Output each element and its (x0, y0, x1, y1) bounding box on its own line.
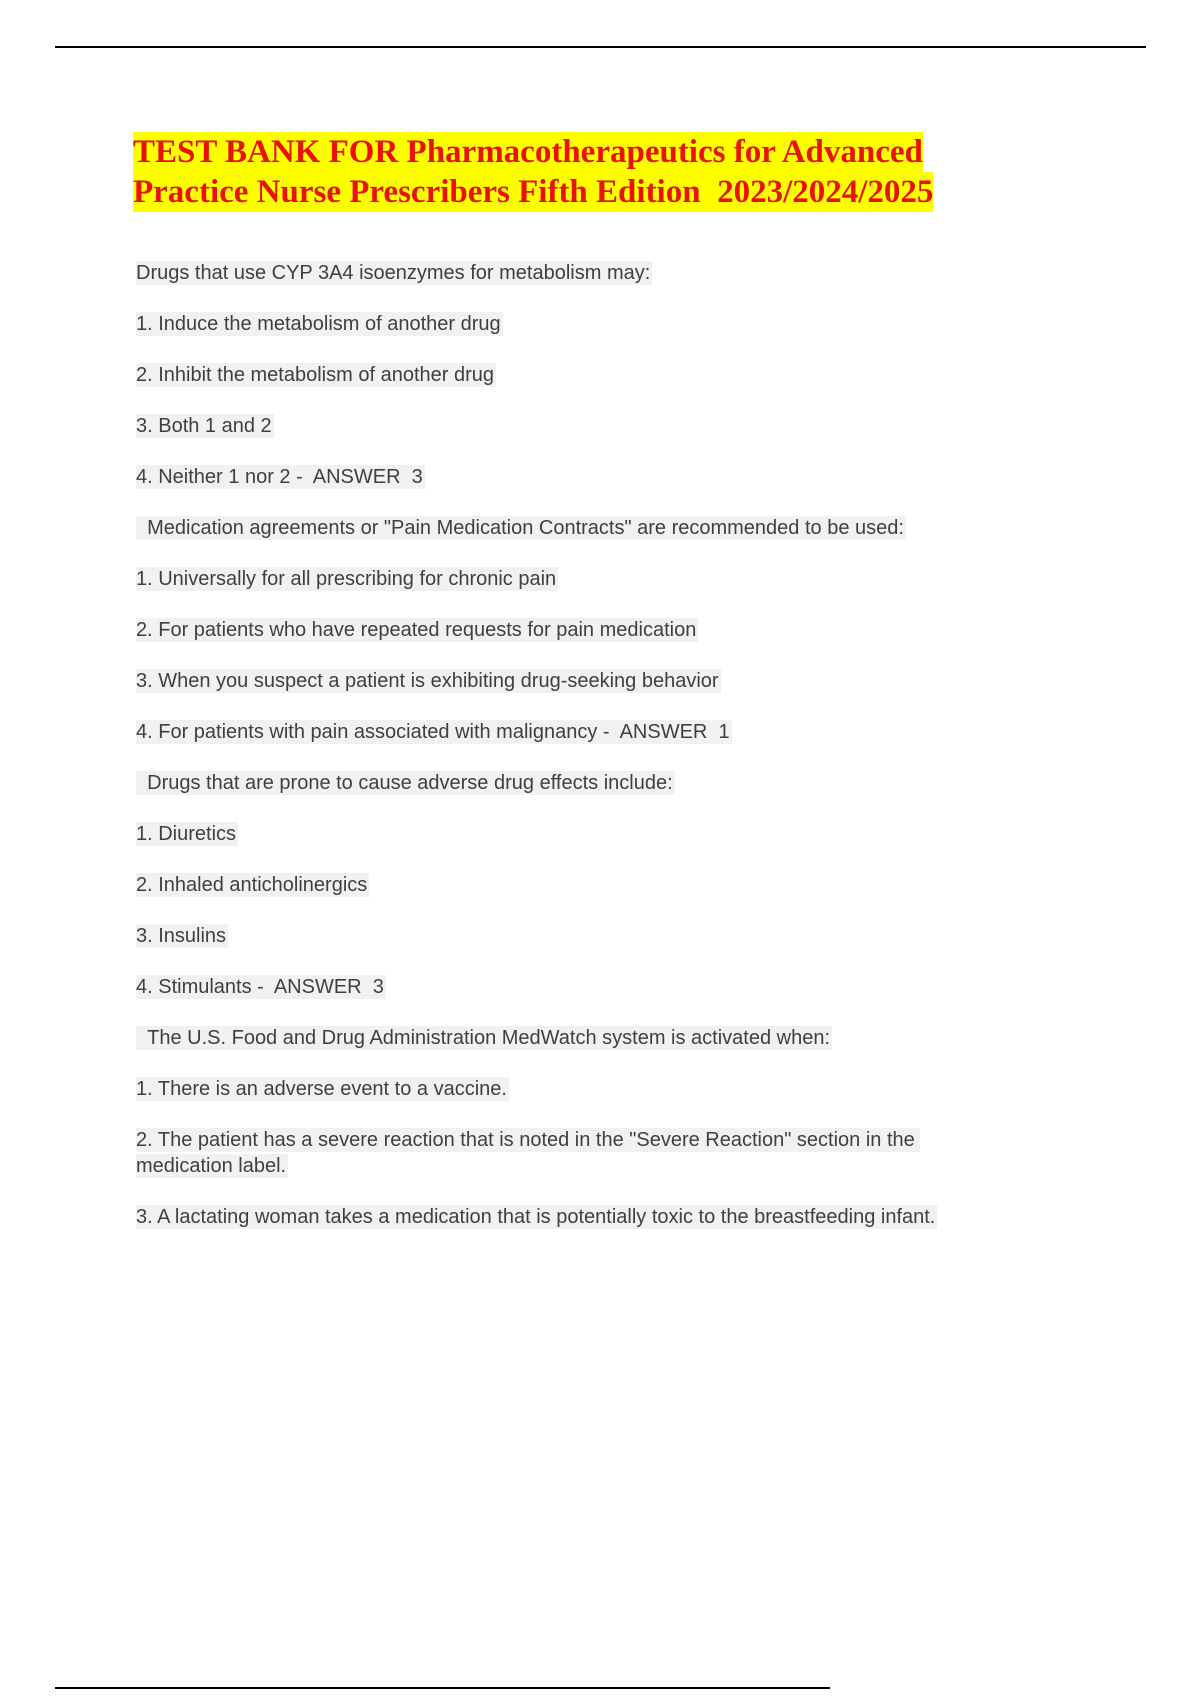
answer-line (136, 464, 1016, 490)
option-line (136, 923, 1016, 949)
paragraph-text: 2. The patient has a severe reaction that is noted in the "Severe Reaction" section in the medication label. (136, 1129, 921, 1177)
paragraph-text: 1. Induce the metabolism of another drug (136, 313, 501, 335)
option-line (136, 1076, 1016, 1102)
paragraph-text: 4. For patients with pain associated with malignancy - ANSWER 1 (136, 721, 730, 743)
paragraph-text: 2. For patients who have repeated requests for pain medication (136, 619, 697, 641)
top-divider (55, 46, 1146, 48)
paragraph-text: Drugs that use CYP 3A4 isoenzymes for metabolism may: (136, 262, 651, 284)
paragraph-text: 3. Insulins (136, 925, 227, 947)
option-line (136, 311, 1016, 337)
paragraph-text: The U.S. Food and Drug Administration MedWatch system is activated when: (136, 1027, 831, 1049)
paragraph-text: 1. Diuretics (136, 823, 237, 845)
paragraph-text: 4. Stimulants - ANSWER 3 (136, 976, 384, 998)
title-line-2: Practice Nurse Prescribers Fifth Edition 2023/2024/2025 (133, 174, 934, 210)
option-line (136, 617, 1016, 643)
option-line (136, 362, 1016, 388)
option-line (136, 413, 1016, 439)
question-line (136, 1025, 1016, 1051)
question-line (136, 770, 1016, 796)
option-line (136, 872, 1016, 898)
answer-line (136, 974, 1016, 1000)
paragraph-text: 1. There is an adverse event to a vaccine. (136, 1078, 507, 1100)
paragraph-text: 3. When you suspect a patient is exhibiting drug-seeking behavior (136, 670, 719, 692)
option-line (136, 821, 1016, 847)
paragraph-text: 4. Neither 1 nor 2 - ANSWER 3 (136, 466, 423, 488)
paragraph-text: Medication agreements or "Pain Medication Contracts" are recommended to be used: (136, 517, 904, 539)
bottom-divider (55, 1687, 830, 1689)
paragraph-text: 1. Universally for all prescribing for chronic pain (136, 568, 557, 590)
question-line (136, 515, 1016, 541)
option-line (136, 1204, 1016, 1230)
paragraph-text: 3. A lactating woman takes a medication that is potentially toxic to the breastfeeding infant. (136, 1206, 936, 1228)
title-line-1: TEST BANK FOR Pharmacotherapeutics for Advanced (133, 134, 923, 170)
answer-line (136, 719, 1016, 745)
paragraph-text: 2. Inhaled anticholinergics (136, 874, 368, 896)
paragraph-text: Drugs that are prone to cause adverse drug effects include: (136, 772, 673, 794)
option-line (136, 566, 1016, 592)
question-line (136, 260, 1016, 286)
document-body (136, 260, 1016, 1255)
option-line (136, 1127, 1016, 1179)
paragraph-text: 3. Both 1 and 2 (136, 415, 272, 437)
document-title (133, 132, 1033, 212)
option-line (136, 668, 1016, 694)
paragraph-text: 2. Inhibit the metabolism of another drug (136, 364, 494, 386)
